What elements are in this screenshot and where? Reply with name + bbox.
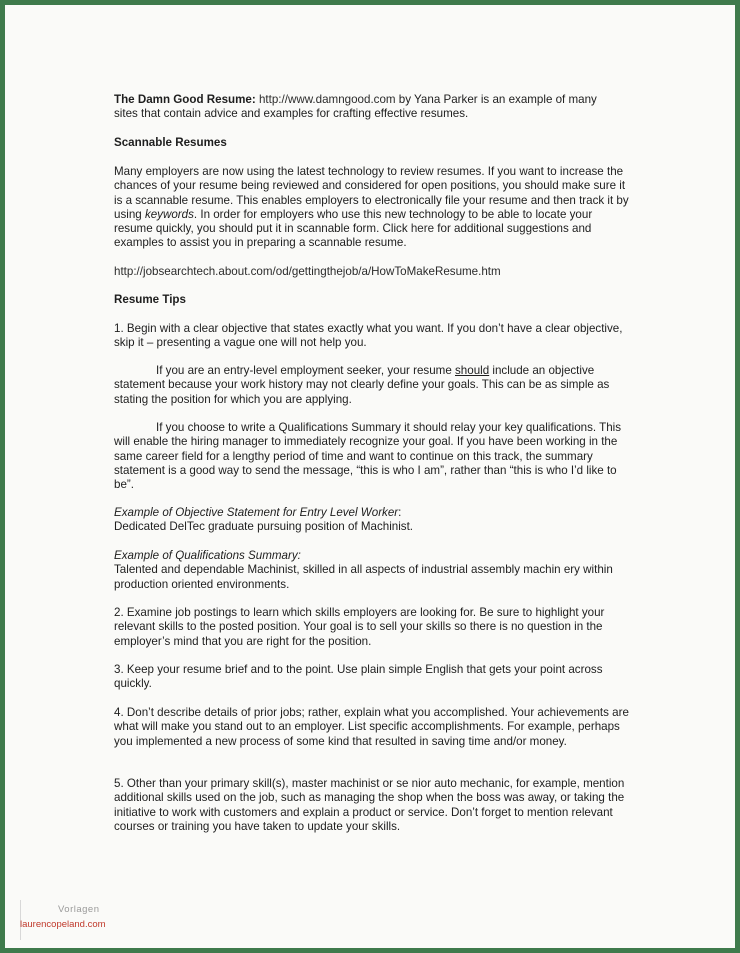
tips-heading: Resume Tips — [114, 293, 186, 306]
example-objective-colon: : — [398, 506, 402, 519]
tip-3: 3. Keep your resume brief and to the point. Use plain simple English that gets your point across quickly. — [114, 663, 603, 691]
tip-4: 4. Don’t describe details of prior jobs; rather, explain what you accomplished. Your achievements are what will make you stand out to an employer. List specific accomplishments. For example, perhaps you implemented a new process of some kind that resulted in saving time and/or money. — [114, 706, 629, 748]
intro-link[interactable]: http://www.damngood.com — [258, 93, 396, 106]
tip-1-sub1-text-a: If you are an entry-level employment seeker, your resume — [156, 364, 455, 377]
watermark-url[interactable]: laurencopeland.com — [20, 919, 106, 930]
scannable-paragraph — [114, 165, 630, 251]
tip-1-summary-note: If you choose to write a Qualifications Summary it should relay your key qualifications. This will enable the hiring manager to immediately recognize your goal. If you have been working in the same career field for a lengthy period of time and want to continue on this track, the summary statement is a good way to send the message, “this is who I am”, rather than “this is who I’d like to be”. — [114, 421, 622, 492]
example-objective — [114, 506, 630, 535]
example-summary-label: Example of Qualifications Summary: — [114, 549, 301, 562]
keywords-emphasis: keywords — [144, 207, 194, 221]
tip-5: 5. Other than your primary skill(s), master machinist or se nior auto mechanic, for example, mention additional skills used on the job, such as managing the shop when the boss was away, or taking the initiative to work with customers and explain a product or service. Don’t forget to mention relevant courses or training you have taken to update your skills. — [114, 777, 625, 833]
example-objective-text: Dedicated DelTec graduate pursuing position of Machinist. — [114, 520, 414, 534]
tip-1: 1. Begin with a clear objective that states exactly what you want. If you don’t have a clear objective, skip it – presenting a vague one will not help you. — [114, 322, 623, 350]
intro-title: The Damn Good Resume: — [114, 93, 256, 106]
scannable-text-3: for additional suggestions and examples to assist you in preparing a scannable resume. — [114, 222, 592, 250]
here-link[interactable]: here — [410, 222, 435, 236]
scannable-heading: Scannable Resumes — [114, 136, 227, 149]
intro-paragraph — [114, 93, 630, 122]
intro-text-1: by Yana Parker is an example of many — [395, 93, 597, 106]
tip-2: 2. Examine job postings to learn which skills employers are looking for. Be sure to highlight your relevant skills to the posted position. Your goal is to sell your skills so there is no question in the employer’s mind that you are right for the position. — [114, 606, 605, 648]
should-underline: should — [455, 364, 490, 377]
scannable-text-1: Many employers are now using the latest technology to review resumes. If you want to increase the chances of your resume being reviewed and considered for open positions, you should make sure it is a scannable resume. This enables employers to electronically file your resume and then track it by using — [114, 165, 629, 221]
watermark-name: Vorlagen — [58, 904, 100, 915]
intro-text-2: sites that contain advice and examples for crafting effective resumes. — [114, 107, 469, 121]
watermark — [20, 900, 170, 940]
example-objective-label: Example of Objective Statement for Entry Level Worker — [114, 506, 399, 519]
scannable-url-link[interactable]: http://jobsearchtech.about.com/od/gettingthejob/a/HowToMakeResume.htm — [114, 265, 501, 278]
scannable-text-2: . In order for employers who use this new technology to be able to locate your resume quickly, you should put it in scannable form. Click — [114, 207, 593, 236]
example-summary — [114, 549, 630, 592]
tip-1-objective-note — [114, 364, 630, 407]
tip-1-sub1-text-b: include an objective statement because your work history may not clearly define your goals. This can be as simple as stating the position for which you are applying. — [114, 364, 610, 406]
example-summary-text: Talented and dependable Machinist, skilled in all aspects of industrial assembly machin ery within production oriented environments. — [114, 563, 613, 591]
